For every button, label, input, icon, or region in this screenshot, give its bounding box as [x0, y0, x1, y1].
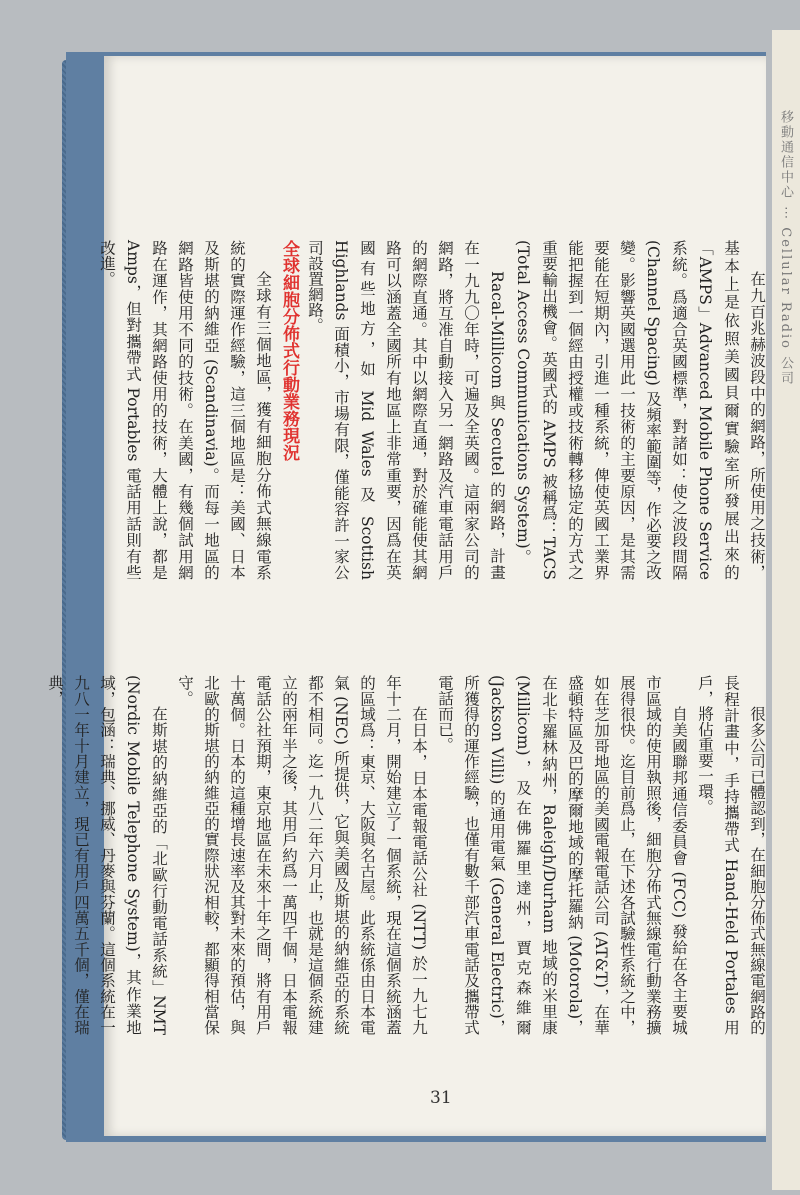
paragraph: 在九百兆赫波段中的網路，所使用之技術，基本上是依照美國貝爾實驗室所發展出來的「AMPS」Advanced Mobile Phone Service 系統。爲適合英國標準，對諸如：使之波段間隔 (Channel Spacing) 及頻率範圍等，作必要之改變。影響英國選用此一技術的主要原因，是其需要能在短期內，引進一種系統，俾使英國工業界能把握到一個經由授權或技術轉移協定的方式之重要輸出機會。英國式的 AMPS 被稱爲：TACS (Total Access Communications System)。 [514, 240, 766, 580]
paragraph: 在日本，日本電報電話公社 (NTT) 於一九七九年十二月，開始建立了一個系統，現在這個系統涵蓋的區域爲：東京、大阪與名古屋。此系統係由日本電氣 (NEC) 所提供，它與美國及斯堪的納維亞的系統都不相同。迄一九八二年六月止，也就是這個系統建立的兩年半之後，其用戶約爲一萬四千個，日本電報電話公社預期，東京地區在未來十年之間，將有用戶十萬個。日本的這種增長速率及其對未來的預估，與北歐的斯堪的納維亞的實際狀況相較，都顯得相當保守。 [176, 675, 428, 1035]
paragraph: 全球有三個地區，獲有細胞分佈式無線電系統的實際運作經驗，這三個地區是：美國、日本及斯堪的納維亞 (Scandinavia)。而每一地區的網路皆使用不同的技術。在美國，有幾個試用網路在運作，其網路使用的技術，大體上說，都是 Amps，但對攜帶式 Portables 電話用話則有些改進。 [98, 240, 272, 580]
paragraph: 自美國聯邦通信委員會 (FCC) 發給在各主要城市區域的使用執照後，細胞分佈式無線電行動業務擴展得很快。迄目前爲止，在下述各試驗性系統之中，如在芝加哥地區的美國電報電話公司 (AT&T)，在華盛頓特區及巴的摩爾地域的摩托羅納 (Motorola)，在北卡羅林納州，Raleigh/Durham 地域的米里康 (Millicom)，及在佛羅里達州，賈克森維爾 (Jackson Villi) 的通用電氣 (General Electric)，所獲得的運作經驗，也僅有數千部汽車電話及攜帶式電話而已。 [436, 675, 688, 1035]
paragraph: 在斯堪的納維亞的「北歐行動電話系統」NMT (Nordic Mobile Telephone System)，其作業地域，包涵：瑞典、挪威、丹麥與芬蘭。這個系統在一九八一年十月建立，現已有用戶四萬五千個，僅在瑞典， [46, 675, 168, 1035]
top-text-column [98, 240, 770, 580]
paragraph: Racal-Millicom 與 Secutel 的網路，計畫在一九九〇年時，可遍及全英國。這兩家公司的網路，將互准自動接入另一網路及汽車電話用戶的網際直通。其中以網際直通，對於確能使其網路可以涵蓋全國所有地區上非常重要，因爲在英國有些地方，如 Mid Wales 及 Scottish Highlands 面積小，市場有限，僅能容許一家公司設置網路。 [306, 240, 506, 580]
section-heading: 全球細胞分佈式行動業務現況 [279, 240, 299, 461]
bottom-text-column [46, 675, 770, 1035]
page-number: 31 [430, 1088, 452, 1108]
paragraph: 很多公司已體認到，在細胞分佈式無線電網路的長程計畫中，手持攜帶式 Hand-Held Portales 用戶，將佔重要一環。 [696, 675, 766, 1035]
next-page-edge-text: 移動通信中心 ⋯ Cellular Radio 公司 [778, 110, 793, 387]
next-page-edge [772, 30, 800, 1190]
